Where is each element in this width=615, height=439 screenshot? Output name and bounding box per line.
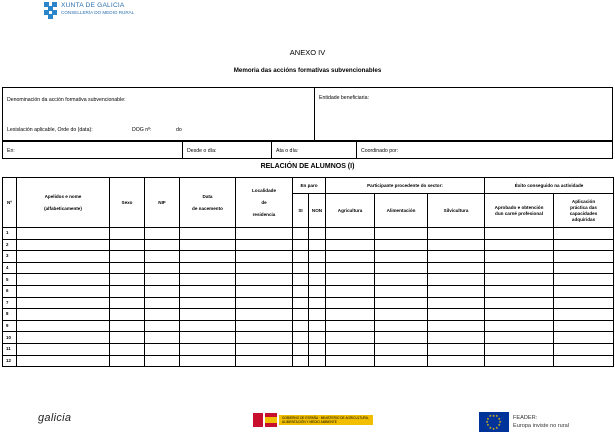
row-number: 1 [3, 228, 17, 240]
header-si: SI [293, 194, 309, 228]
table-cell [309, 285, 326, 297]
table-cell [326, 297, 375, 309]
table-cell [236, 228, 293, 240]
eu-star-icon: ★ [495, 425, 499, 430]
table-row [3, 343, 614, 355]
table-cell [428, 297, 485, 309]
header-alimentacion: Alimentación [375, 194, 428, 228]
table-cell [180, 251, 236, 263]
table-cell [485, 355, 554, 367]
eu-star-icon: ★ [495, 414, 499, 419]
table-cell [236, 320, 293, 332]
table-cell [326, 262, 375, 274]
table-cell [236, 309, 293, 321]
table-cell [236, 297, 293, 309]
en-box [2, 141, 183, 159]
row-number: 2 [3, 239, 17, 251]
table-cell [110, 309, 145, 321]
table-cell [375, 309, 428, 321]
table-cell [293, 355, 309, 367]
table-cell [145, 343, 180, 355]
xunta-logo [44, 2, 134, 20]
table-cell [309, 332, 326, 344]
table-cell [293, 332, 309, 344]
feader-logo [479, 412, 569, 432]
header-nif: NIF [145, 178, 180, 228]
table-cell [485, 343, 554, 355]
table-cell [17, 355, 110, 367]
ata-box [271, 141, 357, 159]
table-cell [110, 332, 145, 344]
table-cell [236, 355, 293, 367]
table-cell [326, 251, 375, 263]
table-cell [293, 297, 309, 309]
table-cell [236, 274, 293, 286]
table-cell [293, 343, 309, 355]
table-cell [375, 320, 428, 332]
feader-subtitle: Europa inviste no rural [513, 423, 569, 429]
table-cell [485, 285, 554, 297]
table-row [3, 309, 614, 321]
header-apelidos: Apelidos e nome (alfabeticamente) [17, 178, 110, 228]
table-cell [309, 262, 326, 274]
table-cell [180, 343, 236, 355]
table-cell [554, 355, 614, 367]
table-cell [110, 274, 145, 286]
table-row [3, 262, 614, 274]
table-cell [309, 297, 326, 309]
coordinado-box [356, 141, 613, 159]
org-title: XUNTA DE GALICIA [61, 2, 125, 9]
table-row [3, 239, 614, 251]
table-cell [145, 309, 180, 321]
table-cell [554, 309, 614, 321]
header-agricultura: Agricultura [326, 194, 375, 228]
table-cell [17, 239, 110, 251]
en-label: En: [7, 148, 15, 154]
table-cell [180, 228, 236, 240]
table-cell [110, 285, 145, 297]
table-cell [428, 309, 485, 321]
table-cell [17, 332, 110, 344]
table-cell [293, 309, 309, 321]
table-cell [180, 355, 236, 367]
table-cell [145, 274, 180, 286]
table-cell [375, 355, 428, 367]
table-cell [17, 285, 110, 297]
header-num: Nº [3, 178, 17, 228]
table-cell [236, 239, 293, 251]
table-cell [428, 355, 485, 367]
row-number: 10 [3, 332, 17, 344]
table-cell [554, 228, 614, 240]
row-number: 6 [3, 285, 17, 297]
table-cell [375, 251, 428, 263]
table-cell [554, 320, 614, 332]
table-cell [17, 297, 110, 309]
table-cell [180, 262, 236, 274]
table-cell [180, 320, 236, 332]
table-row [3, 228, 614, 240]
table-cell [326, 285, 375, 297]
entidade-box [314, 87, 613, 141]
table-cell [326, 274, 375, 286]
table-cell [309, 239, 326, 251]
table-cell [236, 332, 293, 344]
row-number: 9 [3, 320, 17, 332]
table-cell [485, 251, 554, 263]
document-subtitle: Memoria das accións formativas subvencionables [233, 67, 382, 74]
table-cell [326, 239, 375, 251]
row-number: 3 [3, 251, 17, 263]
table-row [3, 320, 614, 332]
table-cell [110, 355, 145, 367]
table-cell [293, 228, 309, 240]
eu-star-icon: ★ [485, 420, 489, 424]
table-cell [326, 309, 375, 321]
table-cell [180, 309, 236, 321]
table-cell [375, 343, 428, 355]
table-cell [236, 262, 293, 274]
table-cell [326, 332, 375, 344]
table-cell [485, 297, 554, 309]
eu-star-icon: ★ [486, 423, 490, 428]
table-cell [145, 262, 180, 274]
table-cell [375, 285, 428, 297]
table-cell [309, 355, 326, 367]
table-cell [110, 297, 145, 309]
table-cell [485, 274, 554, 286]
table-cell [428, 262, 485, 274]
do-label: do [176, 127, 182, 133]
table-cell [309, 343, 326, 355]
table-cell [428, 239, 485, 251]
table-cell [17, 274, 110, 286]
table-cell [554, 262, 614, 274]
table-cell [110, 228, 145, 240]
header-non: NON [309, 194, 326, 228]
table-cell [485, 332, 554, 344]
table-cell [236, 251, 293, 263]
table-cell [554, 332, 614, 344]
table-cell [145, 320, 180, 332]
table-cell [554, 297, 614, 309]
table-cell [293, 285, 309, 297]
table-cell [17, 309, 110, 321]
eu-star-icon: ★ [492, 413, 496, 418]
row-number: 5 [3, 274, 17, 286]
table-cell [110, 251, 145, 263]
gobierno-logo [253, 413, 373, 427]
table-cell [293, 274, 309, 286]
table-cell [375, 228, 428, 240]
table-cell [554, 239, 614, 251]
table-cell [375, 297, 428, 309]
table-cell [375, 239, 428, 251]
table-cell [180, 332, 236, 344]
eu-star-icon: ★ [497, 423, 501, 428]
eu-star-icon: ★ [488, 425, 492, 430]
row-number: 7 [3, 297, 17, 309]
table-cell [375, 274, 428, 286]
table-cell [428, 274, 485, 286]
table-cell [485, 262, 554, 274]
table-cell [17, 228, 110, 240]
lexislacion-label: Lexislación aplicable, Orde do (data): [7, 127, 93, 133]
table-cell [326, 320, 375, 332]
header-en-paro: En paro [293, 178, 326, 194]
coat-of-arms-icon [253, 413, 263, 427]
table-cell [17, 251, 110, 263]
eu-star-icon: ★ [497, 416, 501, 421]
table-cell [110, 262, 145, 274]
table-cell [326, 355, 375, 367]
alumnos-table [2, 177, 614, 367]
document-title: ANEXO IV [289, 48, 326, 57]
table-cell [485, 320, 554, 332]
header-sexo: Sexo [110, 178, 145, 228]
spain-flag-icon [265, 413, 277, 427]
galicia-logo: galicia [38, 412, 72, 424]
table-cell [326, 343, 375, 355]
table-cell [309, 309, 326, 321]
table-cell [309, 274, 326, 286]
table-title: RELACIÓN DE ALUMNOS (I) [260, 163, 355, 170]
table-cell [293, 262, 309, 274]
table-cell [293, 239, 309, 251]
ata-label: Ata o día: [276, 148, 299, 154]
header-localidade: Localidade de residencia [236, 178, 293, 228]
table-cell [428, 251, 485, 263]
table-cell [145, 355, 180, 367]
table-cell [17, 320, 110, 332]
table-cell [17, 262, 110, 274]
table-cell [236, 285, 293, 297]
table-cell [428, 343, 485, 355]
table-row [3, 285, 614, 297]
header-participante: Participante procedente do sector: [326, 178, 485, 194]
org-subtitle: CONSELLERÍA DO MEDIO RURAL [61, 10, 135, 15]
eu-star-icon: ★ [486, 416, 490, 421]
table-cell [485, 228, 554, 240]
header-silvicultura: Silvicultura [428, 194, 485, 228]
table-row [3, 355, 614, 367]
table-cell [110, 343, 145, 355]
denominacion-label: Denominación da acción formativa subvencionable: [7, 97, 126, 103]
table-cell [145, 228, 180, 240]
eu-flag-icon [479, 412, 509, 432]
table-cell [309, 228, 326, 240]
header-aprobado: Aprobado e obtención dun carné profesional [485, 194, 554, 228]
table-cell [309, 251, 326, 263]
table-cell [180, 239, 236, 251]
galicia-flag-icon [44, 2, 58, 20]
table-cell [145, 251, 180, 263]
denominacion-box [2, 87, 315, 141]
header-aplicacion: Aplicación práctica das capacidades adquiridas [554, 194, 614, 228]
coordinado-label: Coordinado por: [361, 148, 399, 154]
table-cell [554, 251, 614, 263]
desde-label: Desde o día: [187, 148, 217, 154]
table-cell [145, 285, 180, 297]
header-exito: Éxito conseguido na actividade [485, 178, 614, 194]
table-cell [110, 239, 145, 251]
table-cell [428, 332, 485, 344]
table-cell [180, 285, 236, 297]
eu-star-icon: ★ [498, 420, 502, 424]
row-number: 8 [3, 309, 17, 321]
feader-title: FEADER: [513, 415, 538, 421]
table-cell [485, 239, 554, 251]
table-cell [485, 309, 554, 321]
row-number: 11 [3, 343, 17, 355]
table-cell [293, 320, 309, 332]
table-cell [145, 239, 180, 251]
eu-star-icon: ★ [488, 414, 492, 419]
table-cell [375, 332, 428, 344]
table-row [3, 297, 614, 309]
table-row [3, 251, 614, 263]
table-row [3, 274, 614, 286]
header-data: Data de nacemento [180, 178, 236, 228]
table-cell [554, 343, 614, 355]
desde-box [182, 141, 272, 159]
table-cell [375, 262, 428, 274]
table-cell [180, 274, 236, 286]
eu-star-icon: ★ [492, 426, 496, 431]
table-cell [180, 297, 236, 309]
table-cell [326, 228, 375, 240]
row-number: 4 [3, 262, 17, 274]
table-cell [110, 320, 145, 332]
table-cell [554, 285, 614, 297]
gobierno-text: GOBIERNO DE ESPAÑA · MINISTERIO DE AGRICULTURA, ALIMENTACIÓN Y MEDIO AMBIENTE [279, 415, 373, 425]
table-cell [17, 343, 110, 355]
table-row [3, 332, 614, 344]
table-cell [145, 332, 180, 344]
table-cell [145, 297, 180, 309]
row-number: 12 [3, 355, 17, 367]
table-cell [236, 343, 293, 355]
table-cell [428, 320, 485, 332]
dog-label: DOG nº: [132, 127, 152, 133]
table-cell [428, 285, 485, 297]
table-cell [428, 228, 485, 240]
table-cell [554, 274, 614, 286]
table-cell [309, 320, 326, 332]
entidade-label: Entidade beneficiaria: [319, 95, 369, 101]
table-cell [293, 251, 309, 263]
